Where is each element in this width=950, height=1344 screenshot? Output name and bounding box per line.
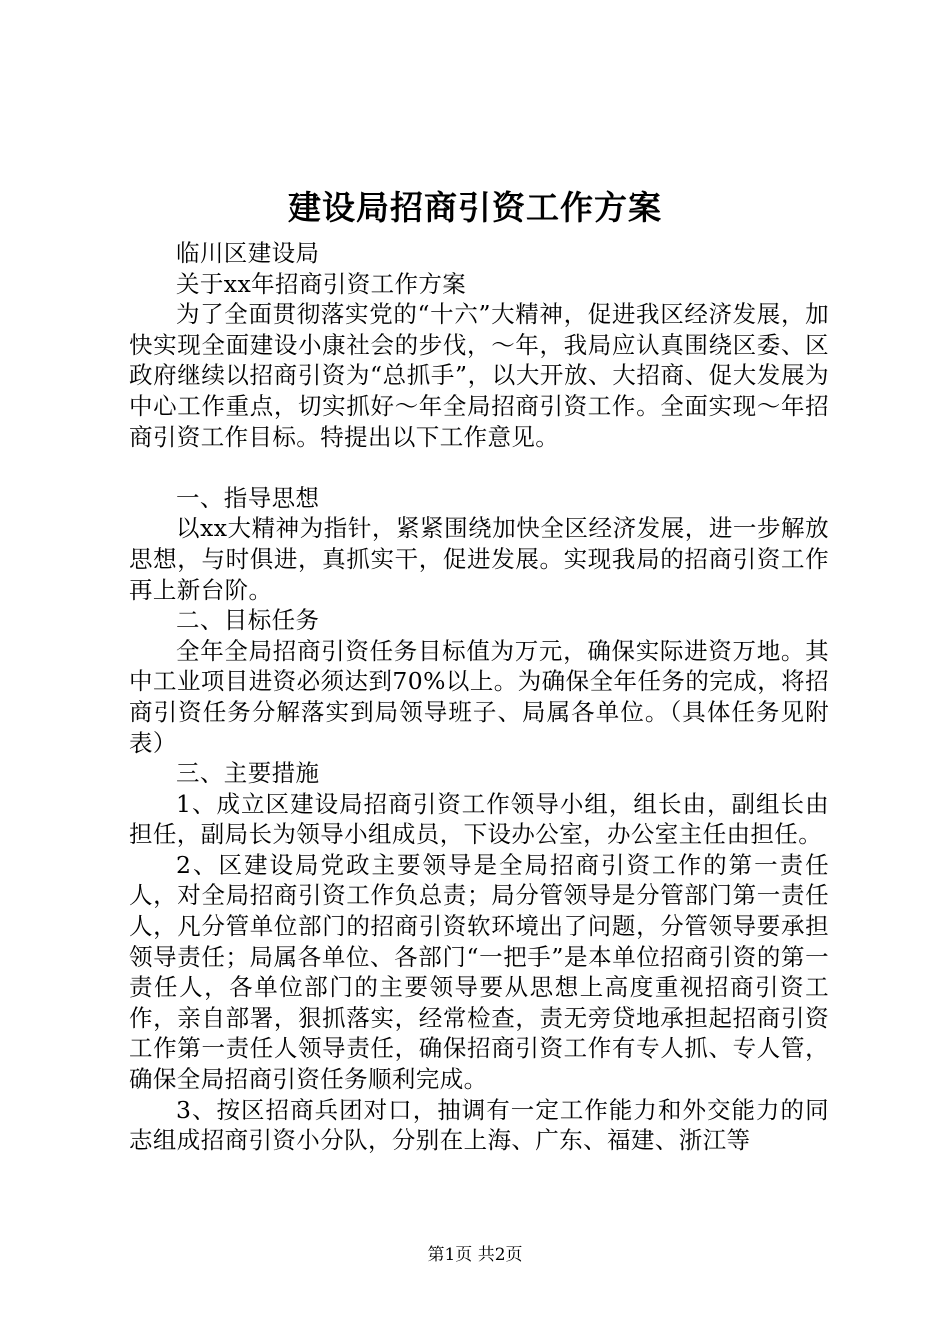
document-body [129,238,829,1156]
section-heading-measures: 三、主要措施 [176,759,320,788]
targets-paragraph: 全年全局招商引资任务目标值为万元，确保实际进资万地。其中工业项目进资必须达到70%以上。为确保全年任务的完成，将招商引资任务分解落实到局领导班子、局属各单位。（具体任务见附表） [129,636,829,757]
measure-3-paragraph: 3、按区招商兵团对口，抽调有一定工作能力和外交能力的同志组成招商引资小分队，分别在上海、广东、福建、浙江等 [129,1095,829,1155]
measure-2-paragraph: 2、区建设局党政主要领导是全局招商引资工作的第一责任人，对全局招商引资工作负总责；局分管领导是分管部门第一责任人，凡分管单位部门的招商引资软环境出了问题，分管领导要承担领导责任；局属各单位、各部门“一把手”是本单位招商引资的第一责任人，各单位部门的主要领导要从思想上高度重视招商引资工作，亲自部署，狠抓落实，经常检查，责无旁贷地承担起招商引资工作第一责任人领导责任，确保招商引资工作有专人抓、专人管，确保全局招商引资任务顺利完成。 [129,850,829,1094]
intro-paragraph: 为了全面贯彻落实党的“十六”大精神，促进我区经济发展，加快实现全面建设小康社会的步伐，～年，我局应认真围绕区委、区政府继续以招商引资为“总抓手”，以大开放、大招商、促大发展为中心工作重点，切实抓好～年全局招商引资工作。全面实现～年招商引资工作目标。特提出以下工作意见。 [129,300,829,451]
page-number-footer: 第1页 共2页 [427,1245,523,1265]
subtitle-line: 关于xx年招商引资工作方案 [176,269,467,298]
section-heading-targets: 二、目标任务 [176,606,320,635]
measure-1-paragraph: 1、成立区建设局招商引资工作领导小组，组长由，副组长由担任，副局长为领导小组成员，下设办公室，办公室主任由担任。 [129,789,829,849]
section-heading-guiding-thought: 一、指导思想 [176,483,320,512]
document-title: 建设局招商引资工作方案 [288,188,662,227]
issuer-line: 临川区建设局 [176,239,320,267]
guiding-thought-paragraph: 以xx大精神为指针，紧紧围绕加快全区经济发展，进一步解放思想，与时俱进，真抓实干，促进发展。实现我局的招商引资工作再上新台阶。 [129,514,829,604]
